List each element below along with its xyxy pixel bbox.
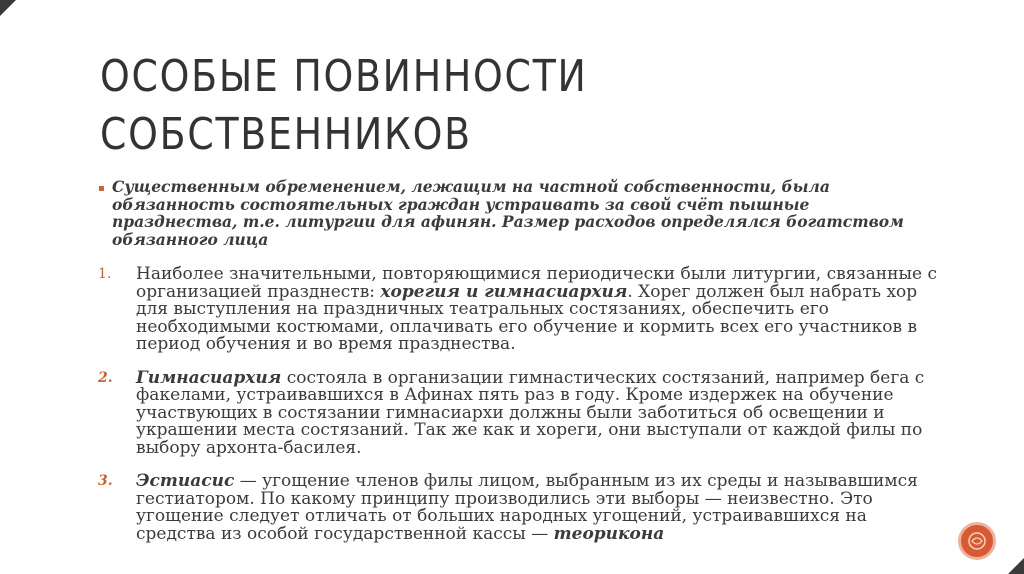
slide-content bbox=[98, 178, 940, 543]
list-marker-2: 2. bbox=[98, 369, 113, 386]
item-2-text-after: состояла в организации гимнастических состязаний, например бега с факелами, устраивавшихся в Афинах пять раз в году. Кроме издержек на обучение участвующих в состязании гимнасиархи должны были заботиться об освещении и украшении места состязаний. Так же как и хореги, они выступали от каждой филы по выбору архонта-басилея. bbox=[136, 367, 925, 458]
item-1-emphasis: хорегия и гимнасиархия bbox=[380, 281, 628, 302]
item-1-text-before: Наиболее значительными, повторяющимися периодически были литургии, связанные с организацией празднеств: bbox=[136, 264, 937, 302]
bullet-text: Существенным обременением, лежащим на частной собственности, была обязанность состоятельных граждан устраивать за свой счёт пышные празднества, т.е. литургии для афинян. Размер расходов определялся богатством обязанного лица bbox=[112, 177, 904, 249]
slide-title: ОСОБЫЕ ПОВИННОСТИ СОБСТВЕННИКОВ bbox=[100, 51, 588, 160]
bullet-item bbox=[98, 178, 940, 248]
logo-swirl-icon bbox=[965, 529, 989, 553]
corner-decoration-bottom-right bbox=[1008, 558, 1024, 574]
bullet-marker: ▪ bbox=[98, 183, 105, 194]
list-item-2 bbox=[98, 367, 940, 458]
list-item-1 bbox=[98, 266, 940, 354]
list-item-3 bbox=[98, 473, 940, 543]
corner-decoration-top-left bbox=[0, 0, 16, 16]
list-marker-3: 3. bbox=[98, 473, 113, 489]
circle-logo-icon bbox=[958, 522, 996, 560]
item-2-emphasis: Гимнасиархия bbox=[136, 367, 282, 388]
list-marker-1: 1. bbox=[98, 266, 112, 282]
item-3-emphasis-end: теорикона bbox=[553, 523, 665, 544]
item-3-emphasis: Эстиасис bbox=[136, 471, 235, 491]
item-3-text-after: — угощение членов филы лицом, выбранным из их среды и называвшимся гестиатором. По какому принципу производились эти выборы — неизвестно. Это угощение следует отличать от больших народных угощений, устраивавшихся на средства из особой государственной кассы — bbox=[136, 471, 918, 544]
item-1-text-after: . Хорег должен был набрать хор для выступления на праздничных театральных состязаниях, обеспечить его необходимыми костюмами, оплачивать его обучение и кормить всех его участников в период обучения и во время празднества. bbox=[136, 281, 918, 354]
